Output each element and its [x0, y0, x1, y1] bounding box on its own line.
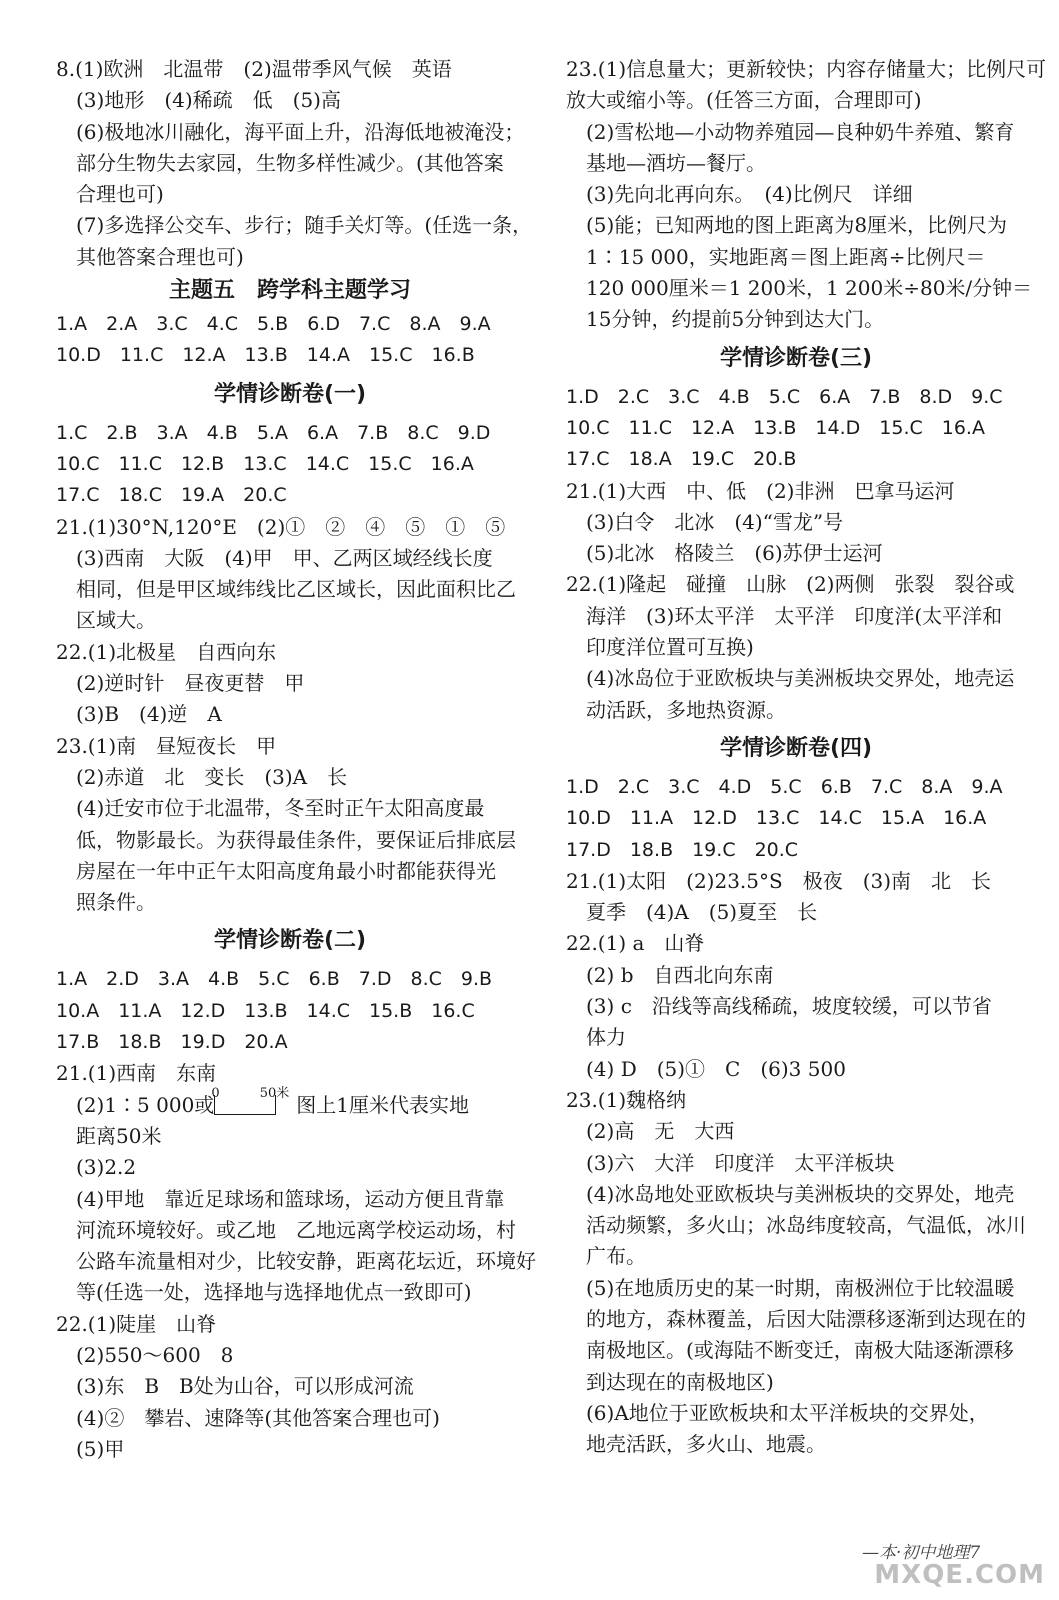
mc-answer-row: 17.C 18.C 19.A 20.C	[56, 484, 287, 507]
answer-line: (5)能；已知两地的图上距离为8厘米，比例尺为	[586, 213, 1008, 238]
answer-line: 印度洋位置可互换)	[586, 635, 754, 660]
answer-line: (2)逆时针 昼夜更替 甲	[76, 671, 305, 696]
scale-end-label: 50米	[259, 1085, 290, 1101]
answer-line: 等(任选一处，选择地与选择地优点一致即可)	[76, 1280, 472, 1305]
answer-line: (4)甲地 靠近足球场和篮球场，运动方便且背靠	[76, 1186, 505, 1211]
left-column	[56, 54, 536, 1465]
answer-line: (3) c 沿线等高线稀疏，坡度较缓，可以节省	[586, 994, 992, 1019]
answer-line: (4)迁安市位于北温带，冬至时正午太阳高度最	[76, 796, 485, 821]
answer-line: 21.(1)西南 东南	[56, 1061, 217, 1086]
answer-line: 距离50米	[76, 1123, 162, 1148]
answer-line: 南极地区。(或海陆不断变迁，南极大陆逐渐漂移	[586, 1338, 1014, 1363]
answer-line: 低，物影最长。为获得最佳条件，要保证后排底层	[76, 827, 516, 852]
section-title-exam1: 学情诊断卷(一)	[213, 381, 367, 407]
answer-line: 夏季 (4)A (5)夏至 长	[586, 900, 818, 925]
answer-line: (2) b 自西北向东南	[586, 962, 774, 987]
mc-answer-row: 10.A 11.A 12.D 13.B 14.C 15.B 16.C	[56, 999, 475, 1022]
answer-line: 放大或缩小等。(任答三方面，合理即可)	[566, 88, 922, 113]
scale-zero-label: 0	[211, 1085, 220, 1101]
right-column	[566, 54, 1047, 1460]
q8-block	[56, 54, 533, 273]
answer-line: 15分钟，约提前5分钟到达大门。	[586, 307, 885, 332]
section-title-exam4: 学情诊断卷(四)	[719, 735, 873, 761]
section-title-exam2: 学情诊断卷(二)	[213, 928, 367, 954]
watermark-logo: MXQE.COM	[874, 1560, 1045, 1590]
answer-line: (5)北冰 格陵兰 (6)苏伊士运河	[586, 541, 883, 566]
answer-line: 区域大。	[76, 608, 156, 633]
answer-line: 120 000厘米＝1 200米，1 200米÷80米/分钟＝	[586, 276, 1033, 301]
answer-line: (6)极地冰川融化，海平面上升，沿海低地被淹没；	[76, 119, 525, 144]
answer-line: 22.(1)隆起 碰撞 山脉 (2)两侧 张裂 裂谷或	[566, 572, 1015, 597]
answer-line: 河流环境较好。或乙地 乙地远离学校运动场，村	[76, 1217, 516, 1242]
answer-line: 23.(1)南 昼短夜长 甲	[56, 733, 277, 758]
line-scale	[211, 1085, 290, 1115]
mc-answer-row: 17.B 18.B 19.D 20.A	[56, 1031, 288, 1054]
mc-answer-row: 1.A 2.A 3.C 4.C 5.B 6.D 7.C 8.A 9.A	[56, 313, 491, 336]
answer-line: (4) D (5)① C (6)3 500	[586, 1056, 846, 1081]
scale-answer-line	[56, 1085, 524, 1121]
mc-answer-row: 1.D 2.C 3.C 4.D 5.C 6.B 7.C 8.A 9.A	[566, 775, 1003, 798]
answer-line: 23.(1)信息量大；更新较快；内容存储量大；比例尺可	[566, 57, 1047, 81]
mc-answer-row: 10.C 11.C 12.A 13.B 14.D 15.C 16.A	[566, 416, 985, 439]
answer-line: 22.(1) a 山脊	[566, 931, 705, 956]
mc-answer-row: 1.A 2.D 3.A 4.B 5.C 6.B 7.D 8.C 9.B	[56, 968, 493, 991]
answer-line: 体力	[586, 1025, 626, 1050]
answer-line: (3)2.2	[76, 1155, 137, 1180]
answer-line: 23.(1)魏格纳	[566, 1087, 687, 1112]
answer-line: (4)冰岛位于亚欧板块与美洲板块交界处，地壳运	[586, 666, 1015, 691]
answer-line: (2)雪松地—小动物养殖园—良种奶牛养殖、繁育	[586, 119, 1015, 144]
mc-answer-row: 17.D 18.B 19.C 20.C	[566, 838, 799, 861]
answer-line: 相同，但是甲区域纬线比乙区域长，因此面积比乙	[76, 577, 516, 602]
answer-line: (7)多选择公交车、步行；随手关灯等。(任选一条，	[76, 213, 533, 238]
scale-suffix: 图上1厘米代表实地	[276, 1092, 470, 1117]
answer-line: (6)A地位于亚欧板块和太平洋板块的交界处，	[586, 1400, 989, 1425]
answer-line: (5)甲	[76, 1436, 125, 1461]
section-title-exam3: 学情诊断卷(三)	[719, 345, 873, 371]
answer-line: 22.(1)北极星 自西向东	[56, 639, 277, 664]
answer-line: 基地—酒坊—餐厅。	[586, 150, 766, 175]
page-footer: —本·初中地理7	[862, 1543, 981, 1563]
answer-line: (2)550～600 8	[76, 1342, 234, 1367]
answer-line: 8.(1)欧洲 北温带 (2)温带季风气候 英语	[56, 57, 452, 81]
answer-line: (4)② 攀岩、速降等(其他答案合理也可)	[76, 1405, 440, 1430]
answer-line: (3)东 B B处为山谷，可以形成河流	[76, 1374, 414, 1399]
answer-line: 广布。	[586, 1244, 646, 1269]
answer-line: 动活跃，多地热资源。	[586, 697, 786, 722]
section-title-theme5: 主题五 跨学科主题学习	[168, 278, 411, 304]
answer-line: 21.(1)太阳 (2)23.5°S 极夜 (3)南 北 长	[566, 868, 992, 893]
answer-line: 21.(1)大西 中、低 (2)非洲 巴拿马运河	[566, 478, 955, 503]
answer-line: 的地方，森林覆盖，后因大陆漂移逐渐到达现在的	[586, 1306, 1026, 1331]
answer-line: (3)B (4)逆 A	[76, 702, 222, 727]
answer-line: (5)在地质历史的某一时期，南极洲位于比较温暖	[586, 1275, 1015, 1300]
answer-line: 到达现在的南极地区)	[586, 1369, 774, 1394]
mc-answer-row: 10.D 11.A 12.D 13.C 14.C 15.A 16.A	[566, 807, 987, 830]
answer-line: (3)白令 北冰 (4)“雪龙”号	[586, 509, 844, 534]
mc-answer-row: 1.C 2.B 3.A 4.B 5.A 6.A 7.B 8.C 9.D	[56, 421, 491, 444]
answer-line: (3)地形 (4)稀疏 低 (5)高	[76, 88, 341, 113]
answer-line: (2)高 无 大西	[586, 1119, 735, 1144]
answer-line: 22.(1)陡崖 山脊	[56, 1311, 217, 1336]
answer-line: (2)赤道 北 变长 (3)A 长	[76, 764, 348, 789]
answer-line: (3)六 大洋 印度洋 太平洋板块	[586, 1150, 895, 1175]
answer-line: (3)先向北再向东。 (4)比例尺 详细	[586, 182, 913, 207]
answer-line: 活动频繁，多火山；冰岛纬度较高，气温低，冰川	[586, 1213, 1026, 1238]
answer-line: 海洋 (3)环太平洋 太平洋 印度洋(太平洋和	[586, 603, 1003, 628]
answer-line: 地壳活跃，多火山、地震。	[586, 1432, 826, 1457]
answer-line: (4)冰岛地处亚欧板块与美洲板块的交界处，地壳	[586, 1181, 1015, 1206]
mc-answer-row: 17.C 18.A 19.C 20.B	[566, 448, 797, 471]
scale-prefix: (2)1∶5 000或	[76, 1092, 215, 1117]
answer-line: 其他答案合理也可)	[76, 244, 244, 269]
answer-line: 房屋在一年中正午太阳高度角最小时都能获得光	[76, 858, 496, 883]
answer-line: 部分生物失去家园，生物多样性减少。(其他答案	[76, 150, 504, 175]
answer-line: 公路车流量相对少，比较安静，距离花坛近，环境好	[76, 1249, 536, 1274]
answer-line: 1∶15 000，实地距离＝图上距离÷比例尺＝	[586, 244, 986, 269]
answer-line: (3)西南 大阪 (4)甲 甲、乙两区域经线长度	[76, 545, 493, 570]
mc-answer-row: 1.D 2.C 3.C 4.B 5.C 6.A 7.B 8.D 9.C	[566, 385, 1003, 408]
answer-line: 21.(1)30°N,120°E (2)① ② ④ ⑤ ① ⑤	[56, 514, 506, 539]
answer-line: 照条件。	[76, 890, 156, 915]
mc-answer-row: 10.C 11.C 12.B 13.C 14.C 15.C 16.A	[56, 452, 474, 475]
mc-answer-row: 10.D 11.C 12.A 13.B 14.A 15.C 16.B	[56, 344, 475, 367]
answer-line: 合理也可)	[76, 182, 164, 207]
